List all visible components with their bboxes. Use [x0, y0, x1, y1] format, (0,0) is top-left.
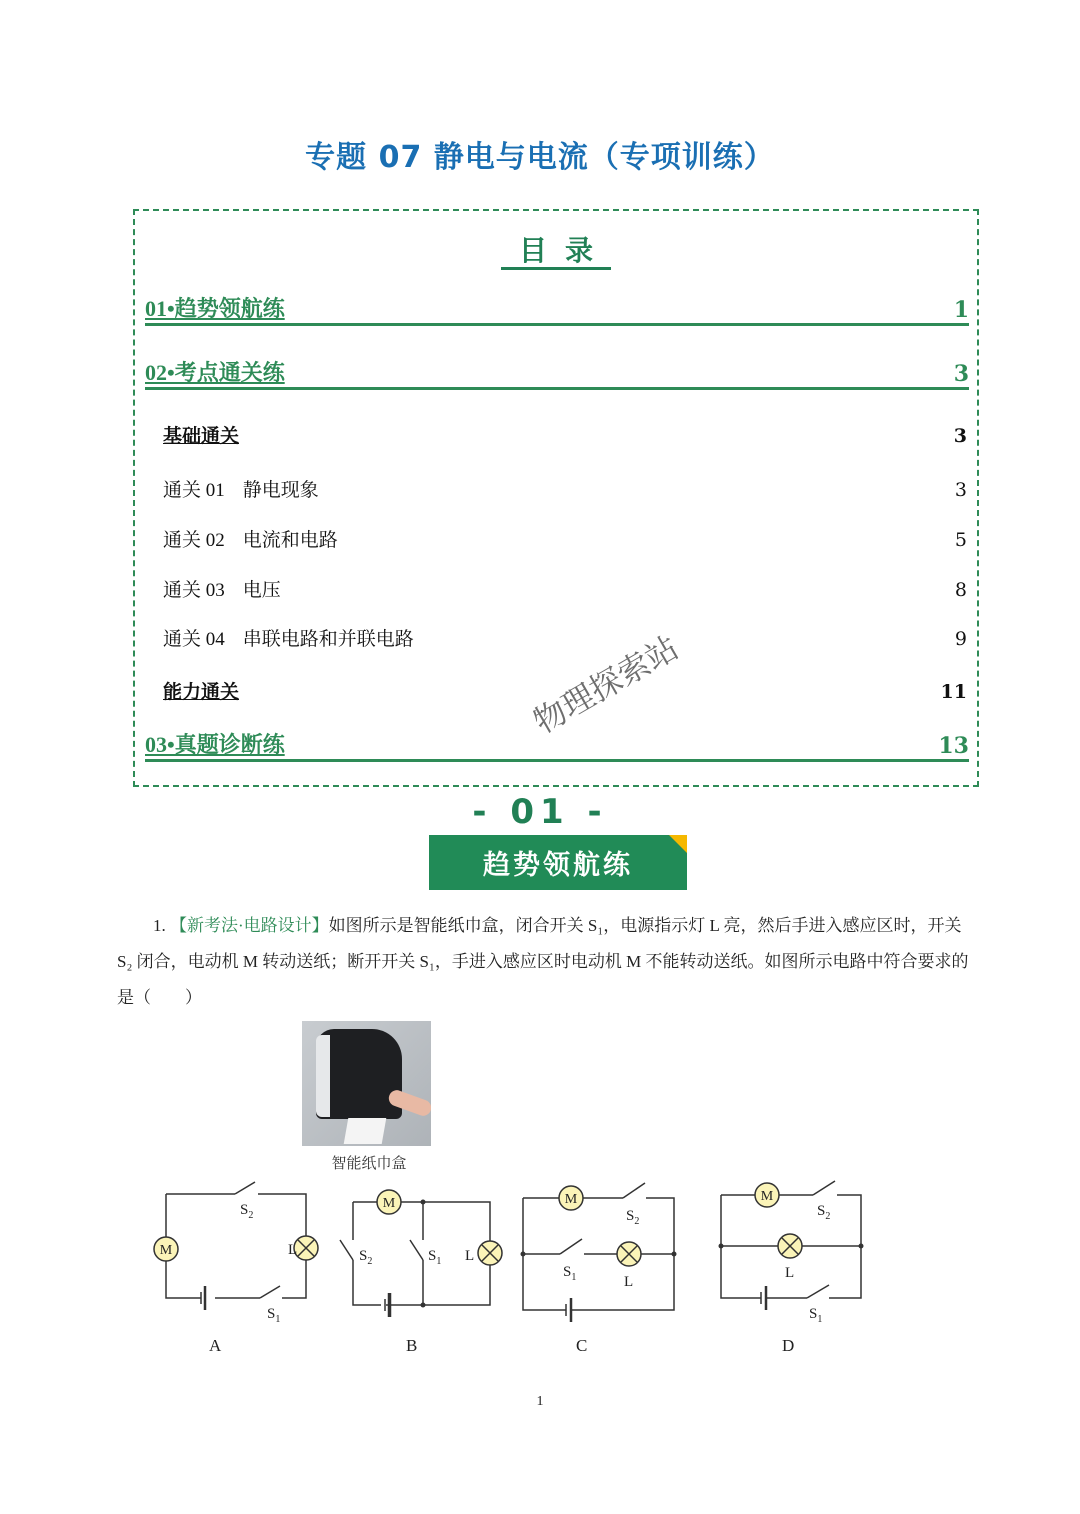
circuit-diagram-c — [510, 1175, 690, 1325]
svg-text:S2: $S_2$ — [817, 1203, 831, 1222]
option-a-label[interactable]: A — [209, 1336, 222, 1355]
circuit-diagram-b — [335, 1180, 515, 1330]
svg-text:M: M — [382, 1196, 396, 1211]
toc-heading: 目录 — [135, 229, 977, 269]
page-number: 1 — [536, 1394, 544, 1409]
svg-text:L: L — [785, 1265, 795, 1281]
svg-text:M: M — [564, 1192, 578, 1207]
toc-section-page: 1 — [953, 297, 969, 323]
toc-subsection-basic[interactable]: 基础通关 3 — [163, 425, 967, 447]
watermark: 物理探索站 — [527, 628, 685, 742]
svg-text:L: L — [465, 1248, 475, 1264]
toc-section-02[interactable] — [145, 353, 969, 390]
circuit-diagram-a — [145, 1180, 335, 1330]
toc-subsection-03[interactable]: 通关 03 电压 8 — [163, 579, 967, 601]
photo-caption: 智能纸巾盒 — [331, 1154, 407, 1172]
circuit-diagram-d — [705, 1175, 880, 1325]
svg-text:S1: $S_1$ — [428, 1248, 442, 1267]
svg-text:S2: $S_2$ — [359, 1248, 373, 1267]
section-banner: 趋势领航练 — [429, 835, 687, 890]
svg-text:L: L — [624, 1274, 634, 1290]
toc-section-label: 03•真题诊断练 — [145, 732, 285, 757]
toc-subsection-01[interactable]: 通关 01 静电现象 3 — [163, 479, 967, 501]
toc-subsection-ability[interactable]: 能力通关 11 — [163, 681, 967, 703]
toc-section-label: 01•趋势领航练 — [145, 296, 285, 321]
document-title: 专题 07 静电与电流（专项训练） — [305, 140, 775, 175]
option-d-label[interactable]: D — [782, 1336, 795, 1355]
toc-section-page: 13 — [938, 733, 969, 759]
svg-text:M: M — [760, 1189, 774, 1204]
question-text: 如图所示是智能纸巾盒，闭合开关 S₁，电源指示灯 L 亮，然后手进入感应区时，开关 S₂ 闭合，电动机 M 转动送纸；断开开关 S₁，手进入感应区时电动机 M 不能转动送纸。如图所示电路中符合要求的是（ ） — [117, 916, 969, 1007]
toc-subsection-04[interactable]: 通关 04 串联电路和并联电路 9 — [163, 628, 967, 650]
toc-subsection-02[interactable]: 通关 02 电流和电路 5 — [163, 529, 967, 551]
question-tag: 【新考法·电路设计】 — [170, 916, 329, 935]
svg-text:S2: $S_2$ — [240, 1202, 254, 1221]
svg-text:L: L — [288, 1242, 298, 1258]
svg-text:M: M — [159, 1243, 173, 1258]
question-1: 1. 【新考法·电路设计】如图所示是智能纸巾盒，闭合开关 S₁，电源指示灯 L 亮，然后手进入感应区时，开关 S₂ 闭合，电动机 M 转动送纸；断开开关 S₁，手进入感应区时电动机 M 不能转动送纸。如图所示电路中符合要求的是（ ） — [117, 916, 969, 1007]
svg-text:S1: $S_1$ — [563, 1264, 577, 1283]
option-b-label[interactable]: B — [406, 1336, 418, 1355]
tissue-box-photo — [302, 1021, 431, 1146]
svg-text:S1: $S_1$ — [267, 1306, 281, 1325]
section-number: - 01 - — [472, 792, 608, 832]
corner-accent-icon — [669, 835, 687, 853]
option-c-label[interactable]: C — [576, 1336, 588, 1355]
svg-text:S2: $S_2$ — [626, 1208, 640, 1227]
toc-section-01[interactable] — [145, 289, 969, 326]
svg-text:S1: $S_1$ — [809, 1306, 823, 1325]
toc-section-page: 3 — [953, 361, 969, 387]
toc-section-label: 02•考点通关练 — [145, 360, 285, 385]
